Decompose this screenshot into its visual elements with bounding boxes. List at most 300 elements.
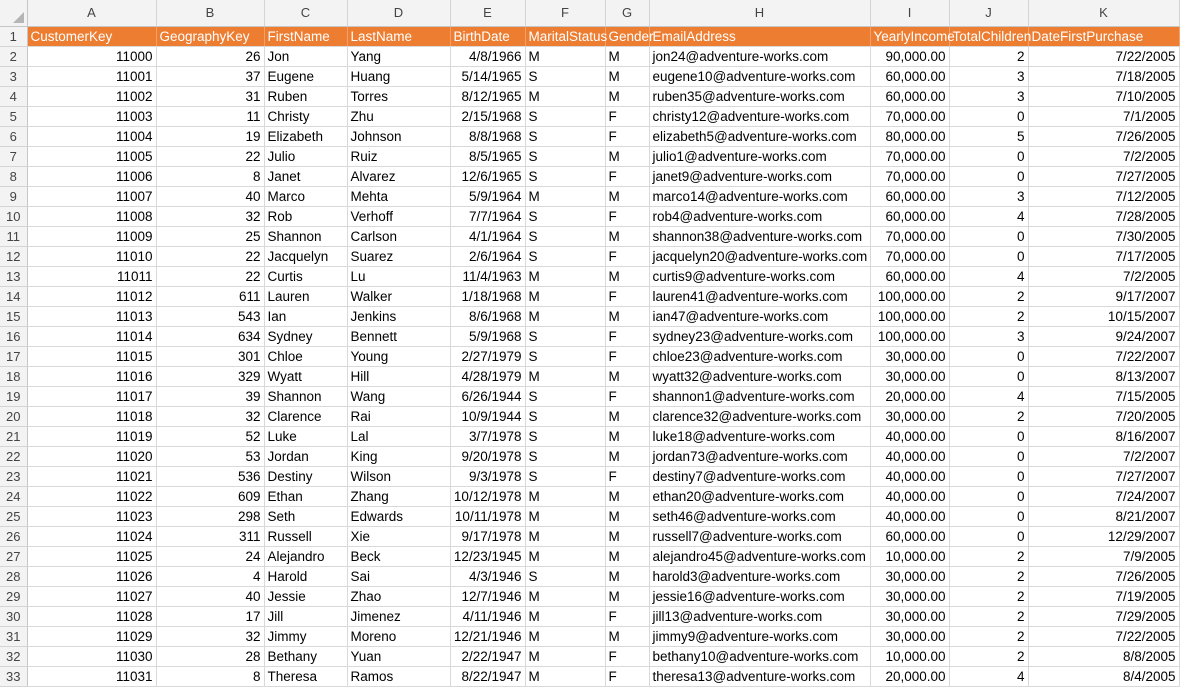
cell-maritalstatus[interactable]: S <box>525 106 605 126</box>
cell-emailaddress[interactable]: lauren41@adventure-works.com <box>649 286 870 306</box>
cell-customerkey[interactable]: 11001 <box>27 66 156 86</box>
cell-totalchildren[interactable]: 4 <box>949 666 1028 686</box>
cell-birthdate[interactable]: 2/22/1947 <box>450 646 525 666</box>
cell-customerkey[interactable]: 11018 <box>27 406 156 426</box>
cell-emailaddress[interactable]: jacquelyn20@adventure-works.com <box>649 246 870 266</box>
row-header[interactable]: 29 <box>0 586 27 606</box>
cell-firstname[interactable]: Ethan <box>264 486 347 506</box>
cell-yearlyincome[interactable]: 60,000.00 <box>870 86 949 106</box>
cell-geographykey[interactable]: 32 <box>156 626 264 646</box>
row-header[interactable]: 20 <box>0 406 27 426</box>
cell-lastname[interactable]: Alvarez <box>347 166 450 186</box>
cell-maritalstatus[interactable]: M <box>525 506 605 526</box>
cell-yearlyincome[interactable]: 40,000.00 <box>870 426 949 446</box>
cell-birthdate[interactable]: 2/6/1964 <box>450 246 525 266</box>
cell-firstname[interactable]: Chloe <box>264 346 347 366</box>
cell-yearlyincome[interactable]: 60,000.00 <box>870 66 949 86</box>
cell-birthdate[interactable]: 10/11/1978 <box>450 506 525 526</box>
cell-birthdate[interactable]: 8/8/1968 <box>450 126 525 146</box>
cell-yearlyincome[interactable]: 40,000.00 <box>870 486 949 506</box>
cell-maritalstatus[interactable]: S <box>525 426 605 446</box>
cell-geographykey[interactable]: 40 <box>156 186 264 206</box>
cell-customerkey[interactable]: 11007 <box>27 186 156 206</box>
cell-totalchildren[interactable]: 0 <box>949 106 1028 126</box>
cell-birthdate[interactable]: 2/15/1968 <box>450 106 525 126</box>
column-header-f[interactable]: F <box>525 0 605 26</box>
cell-gender[interactable]: F <box>605 346 649 366</box>
row-header[interactable]: 13 <box>0 266 27 286</box>
cell-yearlyincome[interactable]: 60,000.00 <box>870 526 949 546</box>
row-header[interactable]: 6 <box>0 126 27 146</box>
cell-totalchildren[interactable]: 3 <box>949 186 1028 206</box>
column-header-g[interactable]: G <box>605 0 649 26</box>
row-header[interactable]: 5 <box>0 106 27 126</box>
cell-customerkey[interactable]: 11013 <box>27 306 156 326</box>
cell-datefirstpurchase[interactable]: 7/19/2005 <box>1028 586 1179 606</box>
cell-gender[interactable]: M <box>605 226 649 246</box>
cell-geographykey[interactable]: 543 <box>156 306 264 326</box>
cell-customerkey[interactable]: 11020 <box>27 446 156 466</box>
cell-firstname[interactable]: Lauren <box>264 286 347 306</box>
cell-maritalstatus[interactable]: M <box>525 626 605 646</box>
cell-emailaddress[interactable]: christy12@adventure-works.com <box>649 106 870 126</box>
cell-emailaddress[interactable]: alejandro45@adventure-works.com <box>649 546 870 566</box>
cell-totalchildren[interactable]: 0 <box>949 466 1028 486</box>
cell-gender[interactable]: M <box>605 446 649 466</box>
cell-birthdate[interactable]: 4/1/1964 <box>450 226 525 246</box>
cell-birthdate[interactable]: 2/27/1979 <box>450 346 525 366</box>
cell-yearlyincome[interactable]: 20,000.00 <box>870 666 949 686</box>
cell-yearlyincome[interactable]: 70,000.00 <box>870 106 949 126</box>
cell-gender[interactable]: M <box>605 486 649 506</box>
cell-birthdate[interactable]: 4/11/1946 <box>450 606 525 626</box>
cell-yearlyincome[interactable]: 40,000.00 <box>870 506 949 526</box>
cell-datefirstpurchase[interactable]: 7/26/2005 <box>1028 566 1179 586</box>
cell-yearlyincome[interactable]: 100,000.00 <box>870 286 949 306</box>
cell-lastname[interactable]: Young <box>347 346 450 366</box>
cell-datefirstpurchase[interactable]: 7/30/2005 <box>1028 226 1179 246</box>
row-header[interactable]: 27 <box>0 546 27 566</box>
cell-geographykey[interactable]: 22 <box>156 146 264 166</box>
cell-yearlyincome[interactable]: 100,000.00 <box>870 306 949 326</box>
cell-lastname[interactable]: Yang <box>347 46 450 66</box>
cell-maritalstatus[interactable]: S <box>525 66 605 86</box>
cell-firstname[interactable]: Shannon <box>264 386 347 406</box>
cell-datefirstpurchase[interactable]: 10/15/2007 <box>1028 306 1179 326</box>
cell-birthdate[interactable]: 8/5/1965 <box>450 146 525 166</box>
cell-birthdate[interactable]: 10/9/1944 <box>450 406 525 426</box>
cell-totalchildren[interactable]: 3 <box>949 66 1028 86</box>
cell-birthdate[interactable]: 5/9/1964 <box>450 186 525 206</box>
cell-geographykey[interactable]: 298 <box>156 506 264 526</box>
cell-firstname[interactable]: Harold <box>264 566 347 586</box>
cell-firstname[interactable]: Clarence <box>264 406 347 426</box>
cell-datefirstpurchase[interactable]: 7/9/2005 <box>1028 546 1179 566</box>
column-header-b[interactable]: B <box>156 0 264 26</box>
cell-geographykey[interactable]: 53 <box>156 446 264 466</box>
cell-birthdate[interactable]: 7/7/1964 <box>450 206 525 226</box>
cell-totalchildren[interactable]: 0 <box>949 226 1028 246</box>
cell-gender[interactable]: M <box>605 306 649 326</box>
cell-geographykey[interactable]: 301 <box>156 346 264 366</box>
cell-totalchildren[interactable]: 0 <box>949 486 1028 506</box>
cell-gender[interactable]: M <box>605 506 649 526</box>
cell-datefirstpurchase[interactable]: 12/29/2007 <box>1028 526 1179 546</box>
cell-maritalstatus[interactable]: M <box>525 186 605 206</box>
cell-gender[interactable]: F <box>605 106 649 126</box>
cell-totalchildren[interactable]: 3 <box>949 326 1028 346</box>
row-header[interactable]: 33 <box>0 666 27 686</box>
cell-lastname[interactable]: Lal <box>347 426 450 446</box>
cell-emailaddress[interactable]: chloe23@adventure-works.com <box>649 346 870 366</box>
cell-customerkey[interactable]: 11029 <box>27 626 156 646</box>
cell-totalchildren[interactable]: 2 <box>949 606 1028 626</box>
column-header-d[interactable]: D <box>347 0 450 26</box>
header-cell-datefirstpurchase[interactable]: DateFirstPurchase <box>1028 26 1179 46</box>
cell-customerkey[interactable]: 11019 <box>27 426 156 446</box>
cell-customerkey[interactable]: 11004 <box>27 126 156 146</box>
cell-customerkey[interactable]: 11024 <box>27 526 156 546</box>
column-header-i[interactable]: I <box>870 0 949 26</box>
row-header[interactable]: 4 <box>0 86 27 106</box>
cell-geographykey[interactable]: 25 <box>156 226 264 246</box>
cell-firstname[interactable]: Theresa <box>264 666 347 686</box>
cell-geographykey[interactable]: 4 <box>156 566 264 586</box>
cell-datefirstpurchase[interactable]: 7/22/2007 <box>1028 346 1179 366</box>
cell-customerkey[interactable]: 11022 <box>27 486 156 506</box>
cell-firstname[interactable]: Jimmy <box>264 626 347 646</box>
cell-emailaddress[interactable]: jon24@adventure-works.com <box>649 46 870 66</box>
cell-geographykey[interactable]: 11 <box>156 106 264 126</box>
cell-maritalstatus[interactable]: S <box>525 206 605 226</box>
cell-totalchildren[interactable]: 4 <box>949 386 1028 406</box>
cell-lastname[interactable]: Yuan <box>347 646 450 666</box>
cell-firstname[interactable]: Jon <box>264 46 347 66</box>
cell-datefirstpurchase[interactable]: 7/1/2005 <box>1028 106 1179 126</box>
row-header[interactable]: 31 <box>0 626 27 646</box>
cell-geographykey[interactable]: 8 <box>156 166 264 186</box>
cell-lastname[interactable]: Wang <box>347 386 450 406</box>
row-header[interactable]: 2 <box>0 46 27 66</box>
cell-firstname[interactable]: Marco <box>264 186 347 206</box>
row-header[interactable]: 30 <box>0 606 27 626</box>
header-cell-gender[interactable]: Gender <box>605 26 649 46</box>
cell-lastname[interactable]: Zhu <box>347 106 450 126</box>
cell-customerkey[interactable]: 11026 <box>27 566 156 586</box>
cell-lastname[interactable]: Hill <box>347 366 450 386</box>
cell-firstname[interactable]: Ruben <box>264 86 347 106</box>
cell-geographykey[interactable]: 24 <box>156 546 264 566</box>
cell-customerkey[interactable]: 11012 <box>27 286 156 306</box>
cell-datefirstpurchase[interactable]: 7/2/2007 <box>1028 446 1179 466</box>
row-header[interactable]: 25 <box>0 506 27 526</box>
cell-gender[interactable]: M <box>605 546 649 566</box>
cell-birthdate[interactable]: 8/12/1965 <box>450 86 525 106</box>
cell-totalchildren[interactable]: 4 <box>949 266 1028 286</box>
cell-birthdate[interactable]: 10/12/1978 <box>450 486 525 506</box>
cell-datefirstpurchase[interactable]: 7/18/2005 <box>1028 66 1179 86</box>
cell-datefirstpurchase[interactable]: 8/8/2005 <box>1028 646 1179 666</box>
cell-yearlyincome[interactable]: 60,000.00 <box>870 186 949 206</box>
cell-datefirstpurchase[interactable]: 7/28/2005 <box>1028 206 1179 226</box>
cell-customerkey[interactable]: 11008 <box>27 206 156 226</box>
cell-customerkey[interactable]: 11025 <box>27 546 156 566</box>
cell-emailaddress[interactable]: wyatt32@adventure-works.com <box>649 366 870 386</box>
cell-geographykey[interactable]: 31 <box>156 86 264 106</box>
column-header-k[interactable]: K <box>1028 0 1179 26</box>
cell-emailaddress[interactable]: ethan20@adventure-works.com <box>649 486 870 506</box>
cell-totalchildren[interactable]: 0 <box>949 246 1028 266</box>
cell-firstname[interactable]: Alejandro <box>264 546 347 566</box>
cell-lastname[interactable]: Ramos <box>347 666 450 686</box>
cell-firstname[interactable]: Bethany <box>264 646 347 666</box>
cell-geographykey[interactable]: 19 <box>156 126 264 146</box>
cell-maritalstatus[interactable]: S <box>525 246 605 266</box>
cell-maritalstatus[interactable]: S <box>525 386 605 406</box>
cell-lastname[interactable]: Sai <box>347 566 450 586</box>
cell-geographykey[interactable]: 611 <box>156 286 264 306</box>
cell-datefirstpurchase[interactable]: 7/24/2007 <box>1028 486 1179 506</box>
cell-lastname[interactable]: Walker <box>347 286 450 306</box>
cell-datefirstpurchase[interactable]: 7/29/2005 <box>1028 606 1179 626</box>
cell-lastname[interactable]: Beck <box>347 546 450 566</box>
row-header[interactable]: 15 <box>0 306 27 326</box>
cell-emailaddress[interactable]: harold3@adventure-works.com <box>649 566 870 586</box>
cell-birthdate[interactable]: 4/8/1966 <box>450 46 525 66</box>
cell-totalchildren[interactable]: 4 <box>949 206 1028 226</box>
cell-customerkey[interactable]: 11003 <box>27 106 156 126</box>
cell-firstname[interactable]: Jordan <box>264 446 347 466</box>
cell-gender[interactable]: M <box>605 366 649 386</box>
cell-customerkey[interactable]: 11006 <box>27 166 156 186</box>
cell-gender[interactable]: F <box>605 206 649 226</box>
cell-maritalstatus[interactable]: S <box>525 446 605 466</box>
select-all-button[interactable] <box>0 0 27 26</box>
row-header[interactable]: 16 <box>0 326 27 346</box>
cell-lastname[interactable]: Carlson <box>347 226 450 246</box>
cell-lastname[interactable]: Edwards <box>347 506 450 526</box>
cell-lastname[interactable]: Rai <box>347 406 450 426</box>
cell-maritalstatus[interactable]: S <box>525 146 605 166</box>
cell-birthdate[interactable]: 8/6/1968 <box>450 306 525 326</box>
header-cell-yearlyincome[interactable]: YearlyIncome <box>870 26 949 46</box>
cell-lastname[interactable]: Verhoff <box>347 206 450 226</box>
cell-geographykey[interactable]: 40 <box>156 586 264 606</box>
cell-birthdate[interactable]: 4/28/1979 <box>450 366 525 386</box>
cell-gender[interactable]: M <box>605 426 649 446</box>
cell-datefirstpurchase[interactable]: 8/4/2005 <box>1028 666 1179 686</box>
cell-maritalstatus[interactable]: M <box>525 86 605 106</box>
cell-yearlyincome[interactable]: 10,000.00 <box>870 646 949 666</box>
cell-maritalstatus[interactable]: S <box>525 166 605 186</box>
cell-datefirstpurchase[interactable]: 7/26/2005 <box>1028 126 1179 146</box>
row-header[interactable]: 18 <box>0 366 27 386</box>
cell-emailaddress[interactable]: bethany10@adventure-works.com <box>649 646 870 666</box>
column-header-h[interactable]: H <box>649 0 870 26</box>
cell-firstname[interactable]: Janet <box>264 166 347 186</box>
row-header[interactable]: 22 <box>0 446 27 466</box>
cell-customerkey[interactable]: 11010 <box>27 246 156 266</box>
cell-firstname[interactable]: Jacquelyn <box>264 246 347 266</box>
cell-firstname[interactable]: Jill <box>264 606 347 626</box>
cell-maritalstatus[interactable]: M <box>525 306 605 326</box>
cell-emailaddress[interactable]: shannon1@adventure-works.com <box>649 386 870 406</box>
row-header[interactable]: 17 <box>0 346 27 366</box>
cell-customerkey[interactable]: 11027 <box>27 586 156 606</box>
cell-gender[interactable]: M <box>605 566 649 586</box>
cell-emailaddress[interactable]: jessie16@adventure-works.com <box>649 586 870 606</box>
row-header[interactable]: 7 <box>0 146 27 166</box>
row-header[interactable]: 11 <box>0 226 27 246</box>
cell-maritalstatus[interactable]: M <box>525 666 605 686</box>
cell-birthdate[interactable]: 12/7/1946 <box>450 586 525 606</box>
cell-firstname[interactable]: Wyatt <box>264 366 347 386</box>
cell-yearlyincome[interactable]: 30,000.00 <box>870 566 949 586</box>
row-header[interactable]: 24 <box>0 486 27 506</box>
cell-datefirstpurchase[interactable]: 7/17/2005 <box>1028 246 1179 266</box>
cell-birthdate[interactable]: 9/20/1978 <box>450 446 525 466</box>
cell-datefirstpurchase[interactable]: 7/22/2005 <box>1028 46 1179 66</box>
cell-maritalstatus[interactable]: M <box>525 546 605 566</box>
cell-totalchildren[interactable]: 0 <box>949 146 1028 166</box>
cell-birthdate[interactable]: 3/7/1978 <box>450 426 525 446</box>
cell-firstname[interactable]: Sydney <box>264 326 347 346</box>
cell-emailaddress[interactable]: rob4@adventure-works.com <box>649 206 870 226</box>
cell-gender[interactable]: F <box>605 646 649 666</box>
cell-lastname[interactable]: Xie <box>347 526 450 546</box>
cell-totalchildren[interactable]: 2 <box>949 306 1028 326</box>
cell-lastname[interactable]: Huang <box>347 66 450 86</box>
cell-lastname[interactable]: Jenkins <box>347 306 450 326</box>
cell-customerkey[interactable]: 11028 <box>27 606 156 626</box>
cell-customerkey[interactable]: 11014 <box>27 326 156 346</box>
cell-lastname[interactable]: Wilson <box>347 466 450 486</box>
cell-geographykey[interactable]: 39 <box>156 386 264 406</box>
cell-geographykey[interactable]: 26 <box>156 46 264 66</box>
header-cell-lastname[interactable]: LastName <box>347 26 450 46</box>
cell-datefirstpurchase[interactable]: 7/12/2005 <box>1028 186 1179 206</box>
cell-gender[interactable]: M <box>605 146 649 166</box>
cell-datefirstpurchase[interactable]: 7/10/2005 <box>1028 86 1179 106</box>
cell-firstname[interactable]: Seth <box>264 506 347 526</box>
row-header[interactable]: 9 <box>0 186 27 206</box>
cell-emailaddress[interactable]: theresa13@adventure-works.com <box>649 666 870 686</box>
cell-lastname[interactable]: Lu <box>347 266 450 286</box>
cell-maritalstatus[interactable]: M <box>525 526 605 546</box>
cell-geographykey[interactable]: 8 <box>156 666 264 686</box>
cell-firstname[interactable]: Russell <box>264 526 347 546</box>
cell-geographykey[interactable]: 536 <box>156 466 264 486</box>
cell-maritalstatus[interactable]: S <box>525 406 605 426</box>
row-header[interactable]: 8 <box>0 166 27 186</box>
cell-datefirstpurchase[interactable]: 7/20/2005 <box>1028 406 1179 426</box>
cell-totalchildren[interactable]: 2 <box>949 46 1028 66</box>
cell-yearlyincome[interactable]: 70,000.00 <box>870 166 949 186</box>
cell-emailaddress[interactable]: elizabeth5@adventure-works.com <box>649 126 870 146</box>
cell-emailaddress[interactable]: janet9@adventure-works.com <box>649 166 870 186</box>
cell-lastname[interactable]: Moreno <box>347 626 450 646</box>
cell-totalchildren[interactable]: 2 <box>949 626 1028 646</box>
cell-yearlyincome[interactable]: 40,000.00 <box>870 466 949 486</box>
cell-gender[interactable]: F <box>605 666 649 686</box>
cell-gender[interactable]: F <box>605 126 649 146</box>
cell-emailaddress[interactable]: sydney23@adventure-works.com <box>649 326 870 346</box>
cell-birthdate[interactable]: 8/22/1947 <box>450 666 525 686</box>
cell-customerkey[interactable]: 11011 <box>27 266 156 286</box>
cell-datefirstpurchase[interactable]: 9/24/2007 <box>1028 326 1179 346</box>
cell-firstname[interactable]: Elizabeth <box>264 126 347 146</box>
cell-datefirstpurchase[interactable]: 8/21/2007 <box>1028 506 1179 526</box>
cell-yearlyincome[interactable]: 70,000.00 <box>870 146 949 166</box>
cell-maritalstatus[interactable]: S <box>525 326 605 346</box>
row-header[interactable]: 12 <box>0 246 27 266</box>
row-header-1[interactable]: 1 <box>0 26 27 46</box>
row-header[interactable]: 3 <box>0 66 27 86</box>
cell-datefirstpurchase[interactable]: 9/17/2007 <box>1028 286 1179 306</box>
cell-birthdate[interactable]: 12/23/1945 <box>450 546 525 566</box>
cell-customerkey[interactable]: 11015 <box>27 346 156 366</box>
cell-yearlyincome[interactable]: 30,000.00 <box>870 346 949 366</box>
cell-firstname[interactable]: Curtis <box>264 266 347 286</box>
cell-yearlyincome[interactable]: 60,000.00 <box>870 266 949 286</box>
cell-birthdate[interactable]: 12/6/1965 <box>450 166 525 186</box>
cell-emailaddress[interactable]: clarence32@adventure-works.com <box>649 406 870 426</box>
cell-geographykey[interactable]: 634 <box>156 326 264 346</box>
cell-lastname[interactable]: Zhang <box>347 486 450 506</box>
cell-datefirstpurchase[interactable]: 7/15/2005 <box>1028 386 1179 406</box>
cell-customerkey[interactable]: 11000 <box>27 46 156 66</box>
cell-geographykey[interactable]: 329 <box>156 366 264 386</box>
cell-customerkey[interactable]: 11021 <box>27 466 156 486</box>
cell-datefirstpurchase[interactable]: 7/27/2005 <box>1028 166 1179 186</box>
cell-totalchildren[interactable]: 5 <box>949 126 1028 146</box>
cell-gender[interactable]: M <box>605 66 649 86</box>
cell-maritalstatus[interactable]: S <box>525 466 605 486</box>
cell-customerkey[interactable]: 11002 <box>27 86 156 106</box>
cell-totalchildren[interactable]: 0 <box>949 526 1028 546</box>
cell-emailaddress[interactable]: marco14@adventure-works.com <box>649 186 870 206</box>
cell-lastname[interactable]: Bennett <box>347 326 450 346</box>
cell-datefirstpurchase[interactable]: 8/16/2007 <box>1028 426 1179 446</box>
cell-datefirstpurchase[interactable]: 7/27/2007 <box>1028 466 1179 486</box>
cell-gender[interactable]: M <box>605 186 649 206</box>
cell-geographykey[interactable]: 22 <box>156 266 264 286</box>
cell-emailaddress[interactable]: jill13@adventure-works.com <box>649 606 870 626</box>
cell-emailaddress[interactable]: curtis9@adventure-works.com <box>649 266 870 286</box>
cell-firstname[interactable]: Jessie <box>264 586 347 606</box>
cell-emailaddress[interactable]: luke18@adventure-works.com <box>649 426 870 446</box>
cell-maritalstatus[interactable]: M <box>525 46 605 66</box>
cell-birthdate[interactable]: 9/3/1978 <box>450 466 525 486</box>
cell-customerkey[interactable]: 11031 <box>27 666 156 686</box>
cell-datefirstpurchase[interactable]: 8/13/2007 <box>1028 366 1179 386</box>
cell-firstname[interactable]: Ian <box>264 306 347 326</box>
cell-geographykey[interactable]: 609 <box>156 486 264 506</box>
column-header-e[interactable]: E <box>450 0 525 26</box>
cell-birthdate[interactable]: 5/9/1968 <box>450 326 525 346</box>
cell-birthdate[interactable]: 11/4/1963 <box>450 266 525 286</box>
cell-totalchildren[interactable]: 0 <box>949 366 1028 386</box>
cell-customerkey[interactable]: 11009 <box>27 226 156 246</box>
cell-lastname[interactable]: Jimenez <box>347 606 450 626</box>
cell-totalchildren[interactable]: 0 <box>949 346 1028 366</box>
cell-emailaddress[interactable]: shannon38@adventure-works.com <box>649 226 870 246</box>
row-header[interactable]: 21 <box>0 426 27 446</box>
cell-birthdate[interactable]: 6/26/1944 <box>450 386 525 406</box>
cell-datefirstpurchase[interactable]: 7/2/2005 <box>1028 146 1179 166</box>
cell-emailaddress[interactable]: seth46@adventure-works.com <box>649 506 870 526</box>
row-header[interactable]: 19 <box>0 386 27 406</box>
